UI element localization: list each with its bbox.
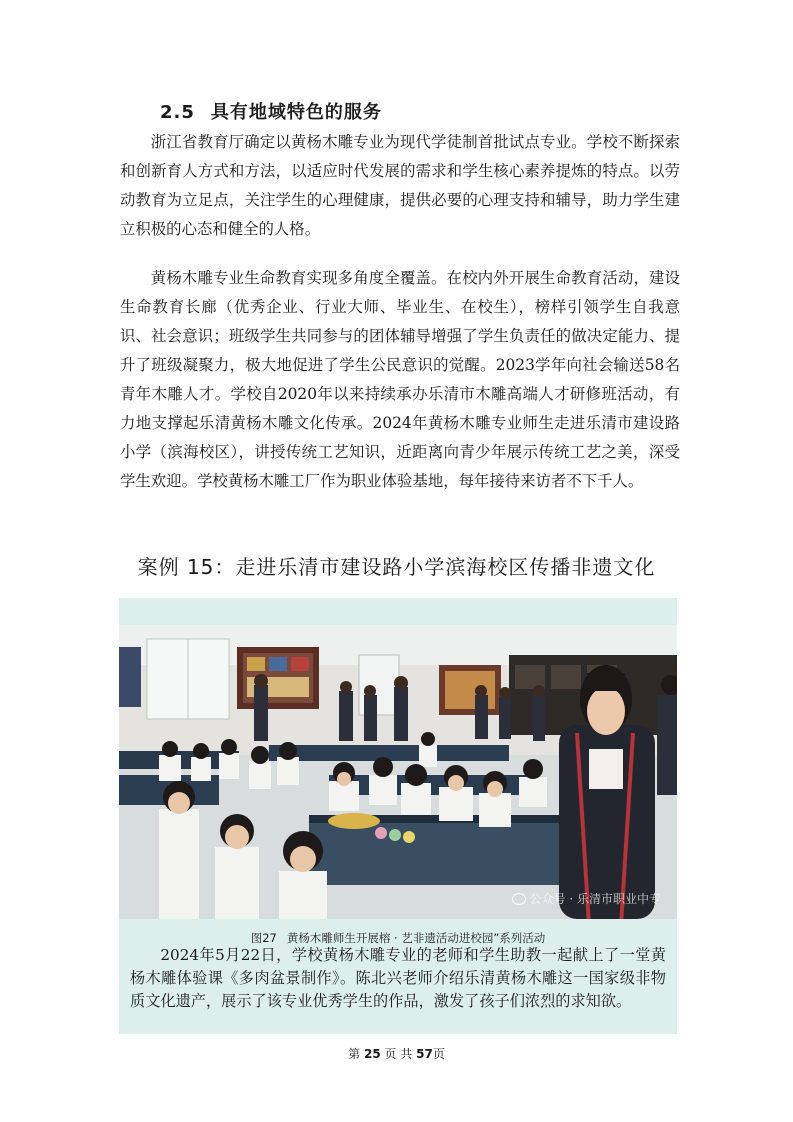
photo-watermark-text: 公众号 · 乐清市职业中专 (529, 892, 661, 906)
footer-prefix: 第 (348, 1047, 361, 1061)
section-title: 具有地域特色的服务 (210, 102, 382, 123)
page-footer (0, 1045, 793, 1062)
section-heading (160, 98, 382, 124)
classroom-photo (119, 625, 677, 919)
photo-watermark (512, 890, 661, 907)
figure-label: 图27 (250, 931, 277, 945)
footer-middle: 页 共 (384, 1047, 413, 1061)
figure-caption-text: 黄杨木雕师生开展榕 · 艺非遗活动进校园”系列活动 (286, 931, 546, 945)
case-title: 案例 15：走进乐清市建设路小学滨海校区传播非遗文化 (137, 555, 656, 579)
section-number: 2.5 (160, 102, 195, 123)
wechat-icon (512, 893, 526, 905)
case-description: 2024年5月22日，学校黄杨木雕专业的老师和学生助教一起献上了一堂黄杨木雕体验课《多肉盆景制作》。陈北兴老师介绍乐清黄杨木雕这一国家级非物质文化遗产，展示了该专业优秀学生的作品，激发了孩子们浓烈的求知欲。 (130, 946, 666, 1010)
classroom-photo-illustration (119, 625, 677, 919)
footer-suffix: 页 (432, 1047, 445, 1061)
body-paragraph-1: 浙江省教育厅确定以黄杨木雕专业为现代学徒制首批试点专业。学校不断探索和创新育人方式和方法，以适应时代发展的需求和学生核心素养提炼的特点。以劳动教育为立足点，关注学生的心理健康，提供必要的心理支持和辅导，助力学生建立积极的心态和健全的人格。 (120, 133, 680, 238)
footer-page-number: 25 (363, 1047, 381, 1061)
footer-total-pages: 57 (416, 1047, 433, 1061)
body-paragraph-2: 黄杨木雕专业生命教育实现多角度全覆盖。在校内外开展生命教育活动，建设生命教育长廊（优秀企业、行业大师、毕业生、在校生），榜样引领学生自我意识、社会意识；班级学生共同参与的团体辅导增强了学生负责任的做决定能力、提升了班级凝聚力，极大地促进了学生公民意识的觉醒。2023学年向社会输送58名青年木雕人才。学校自2020年以来持续承办乐清市木雕高端人才研修班活动，有力地支撑起乐清黄杨木雕文化传承。2024年黄杨木雕专业师生走进乐清市建设路小学（滨海校区），讲授传统工艺知识，近距离向青少年展示传统工艺之美，深受学生欢迎。学校黄杨木雕工厂作为职业体验基地，每年接待来访者不下千人。 (120, 269, 680, 490)
